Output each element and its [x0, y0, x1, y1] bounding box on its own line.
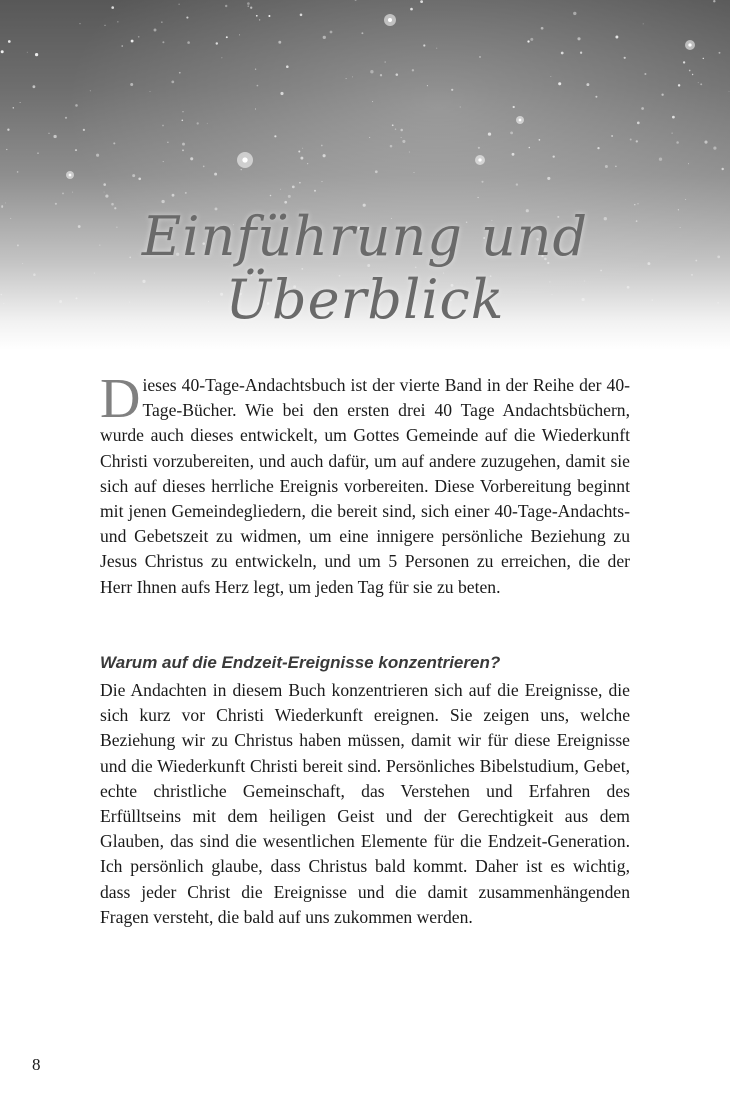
intro-text: ieses 40-Tage-Andachtsbuch ist der vierte Band in der Reihe der 40-Tage-Bücher. Wie bei den ersten drei 40 Tage Andachtsbüchern, wurde auch dieses entwickelt, um Gottes Gemeinde auf die Wiederkunft Christi vorzubereiten, und auch dafür, um auf andere zuzugehen, damit sie sich auf dieses herrliche Ereignis vorbereiten. Diese Vorbereitung beginnt mit jenen Gemeindegliedern, die bereit sind, sich einer 40-Tage-Andachts- und Gebetszeit zu widmen, um eine innigere persönliche Beziehung zu Jesus Christus zu entwickeln, und um 5 Personen zu erreichen, die der Herr Ihnen aufs Herz legt, um jeden Tag für sie zu beten.: [100, 375, 630, 597]
page-title: Einführung und Überblick: [141, 205, 589, 331]
starry-header-banner: [0, 0, 730, 350]
section-heading: Warum auf die Endzeit-Ereignisse konzentrieren?: [100, 653, 501, 672]
drop-cap: D: [100, 368, 141, 430]
intro-paragraph: [100, 368, 630, 600]
page-number: 8: [32, 1055, 41, 1074]
section-paragraph: Die Andachten in diesem Buch konzentrieren sich auf die Ereignisse, die sich kurz vor Christi Wiederkunft ereignen. Sie zeigen uns, welche Beziehung wir zu Christus haben müssen, damit wir für diese Ereignisse und die Wiederkunft Christi bereit sind. Persönliches Bibelstudium, Gebet, echte christliche Gemeinschaft, das Verstehen und Erfahren des Erfülltseins mit dem heiligen Geist und der Gerechtigkeit aus dem Glauben, das sind die wesentlichen Elemente für die Endzeit-Generation. Ich persönlich glaube, dass Christus bald kommt. Daher ist es wichtig, dass jeder Christ die Ereignisse und die damit zusammenhängenden Fragen versteht, die bald auf uns zukommen werden.: [100, 680, 630, 927]
